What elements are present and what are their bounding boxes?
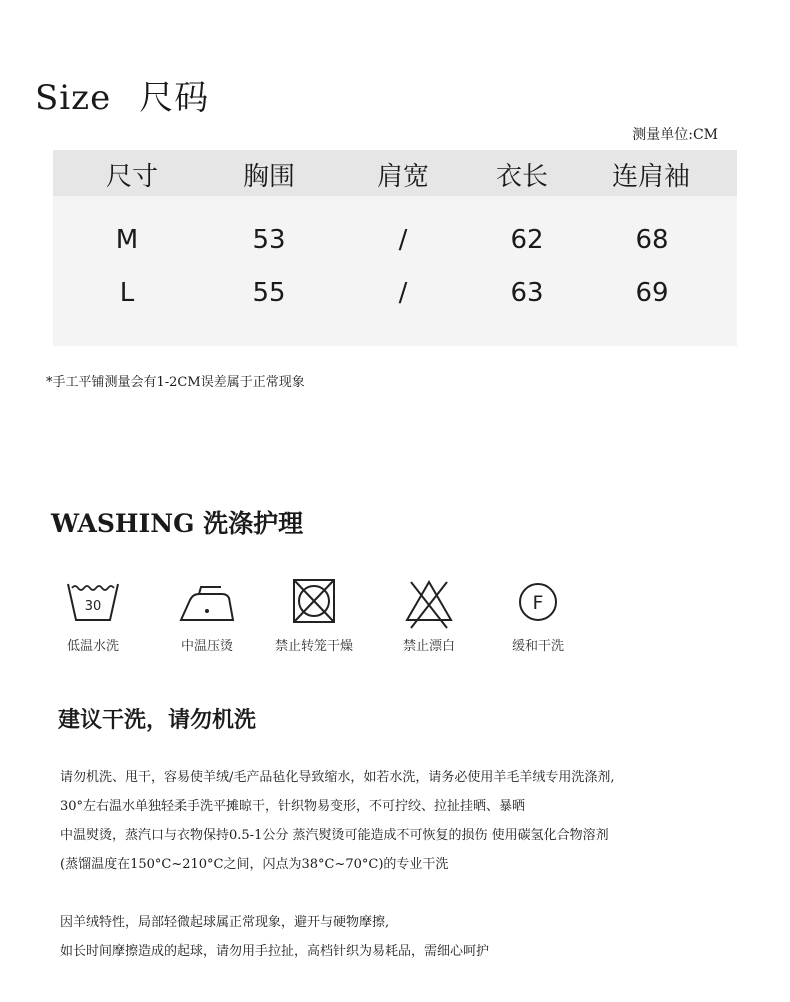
- header-size: 尺寸: [105, 162, 159, 192]
- row-m-length: 62: [510, 225, 544, 255]
- unit-note: 测量单位:CM: [632, 127, 718, 143]
- row-m-size: M: [115, 225, 139, 255]
- advice-title: 建议干洗，请勿机洗: [58, 707, 257, 733]
- wash-temp-text: 30: [84, 599, 102, 614]
- size-title: [35, 70, 209, 119]
- size-table: [53, 150, 737, 346]
- care-line: 30°左右温水单独轻柔手洗平摊晾干，针织物易变形，不可拧绞、拉扯挂晒、暴晒: [60, 799, 526, 814]
- size-title-en: Size: [35, 78, 112, 118]
- care-line: 中温熨烫，蒸汽口与衣物保持0.5-1公分 蒸汽熨烫可能造成不可恢复的损伤 使用碳氢化合物溶剂: [60, 828, 609, 843]
- row-l-shoulder: /: [398, 278, 408, 308]
- size-table-header: [53, 150, 737, 196]
- care-line: 如长时间摩擦造成的起球，请勿用手拉扯，高档针织为易耗品，需细心呵护: [60, 944, 490, 959]
- row-l-length: 63: [510, 278, 544, 308]
- header-chest: 胸围: [242, 162, 296, 192]
- header-shoulder: 肩宽: [376, 162, 430, 192]
- dry-clean-letter: F: [532, 592, 544, 614]
- row-m-shoulder: /: [398, 225, 408, 255]
- no-bleach-icon: [399, 574, 459, 630]
- iron-medium-icon: [177, 574, 237, 630]
- header-sleeve: 连肩袖: [611, 162, 691, 192]
- row-m-chest: 53: [252, 225, 286, 255]
- row-l-sleeve: 69: [635, 278, 669, 308]
- care-line: (蒸馏温度在150°C~210°C之间，闪点为38°C~70°C)的专业干洗: [60, 857, 449, 872]
- icon-label-dryclean: 缓和干洗: [511, 639, 565, 654]
- measure-note: *手工平铺测量会有1-2CM误差属于正常现象: [46, 375, 305, 390]
- care-line: 因羊绒特性，局部轻微起球属正常现象，避开与硬物摩擦,: [60, 915, 390, 930]
- row-m-sleeve: 68: [635, 225, 669, 255]
- dry-clean-f-icon: [508, 574, 568, 630]
- header-length: 衣长: [495, 162, 549, 192]
- wash-30-icon: [63, 574, 123, 630]
- row-l-chest: 55: [252, 278, 286, 308]
- icon-label-bleach: 禁止漂白: [402, 639, 456, 654]
- icon-label-tumble: 禁止转笼干燥: [274, 639, 354, 654]
- no-tumble-dry-icon: [284, 574, 344, 630]
- care-line: 请勿机洗、甩干，容易使羊绒/毛产品毡化导致缩水，如若水洗，请务必使用羊毛羊绒专用洗涤剂,: [60, 770, 615, 785]
- row-l-size: L: [119, 278, 135, 308]
- washing-title: WASHING 洗涤护理: [51, 509, 304, 538]
- icon-label-wash: 低温水洗: [66, 639, 120, 654]
- icon-label-iron: 中温压烫: [180, 639, 234, 654]
- size-title-cn: 尺码: [139, 78, 210, 118]
